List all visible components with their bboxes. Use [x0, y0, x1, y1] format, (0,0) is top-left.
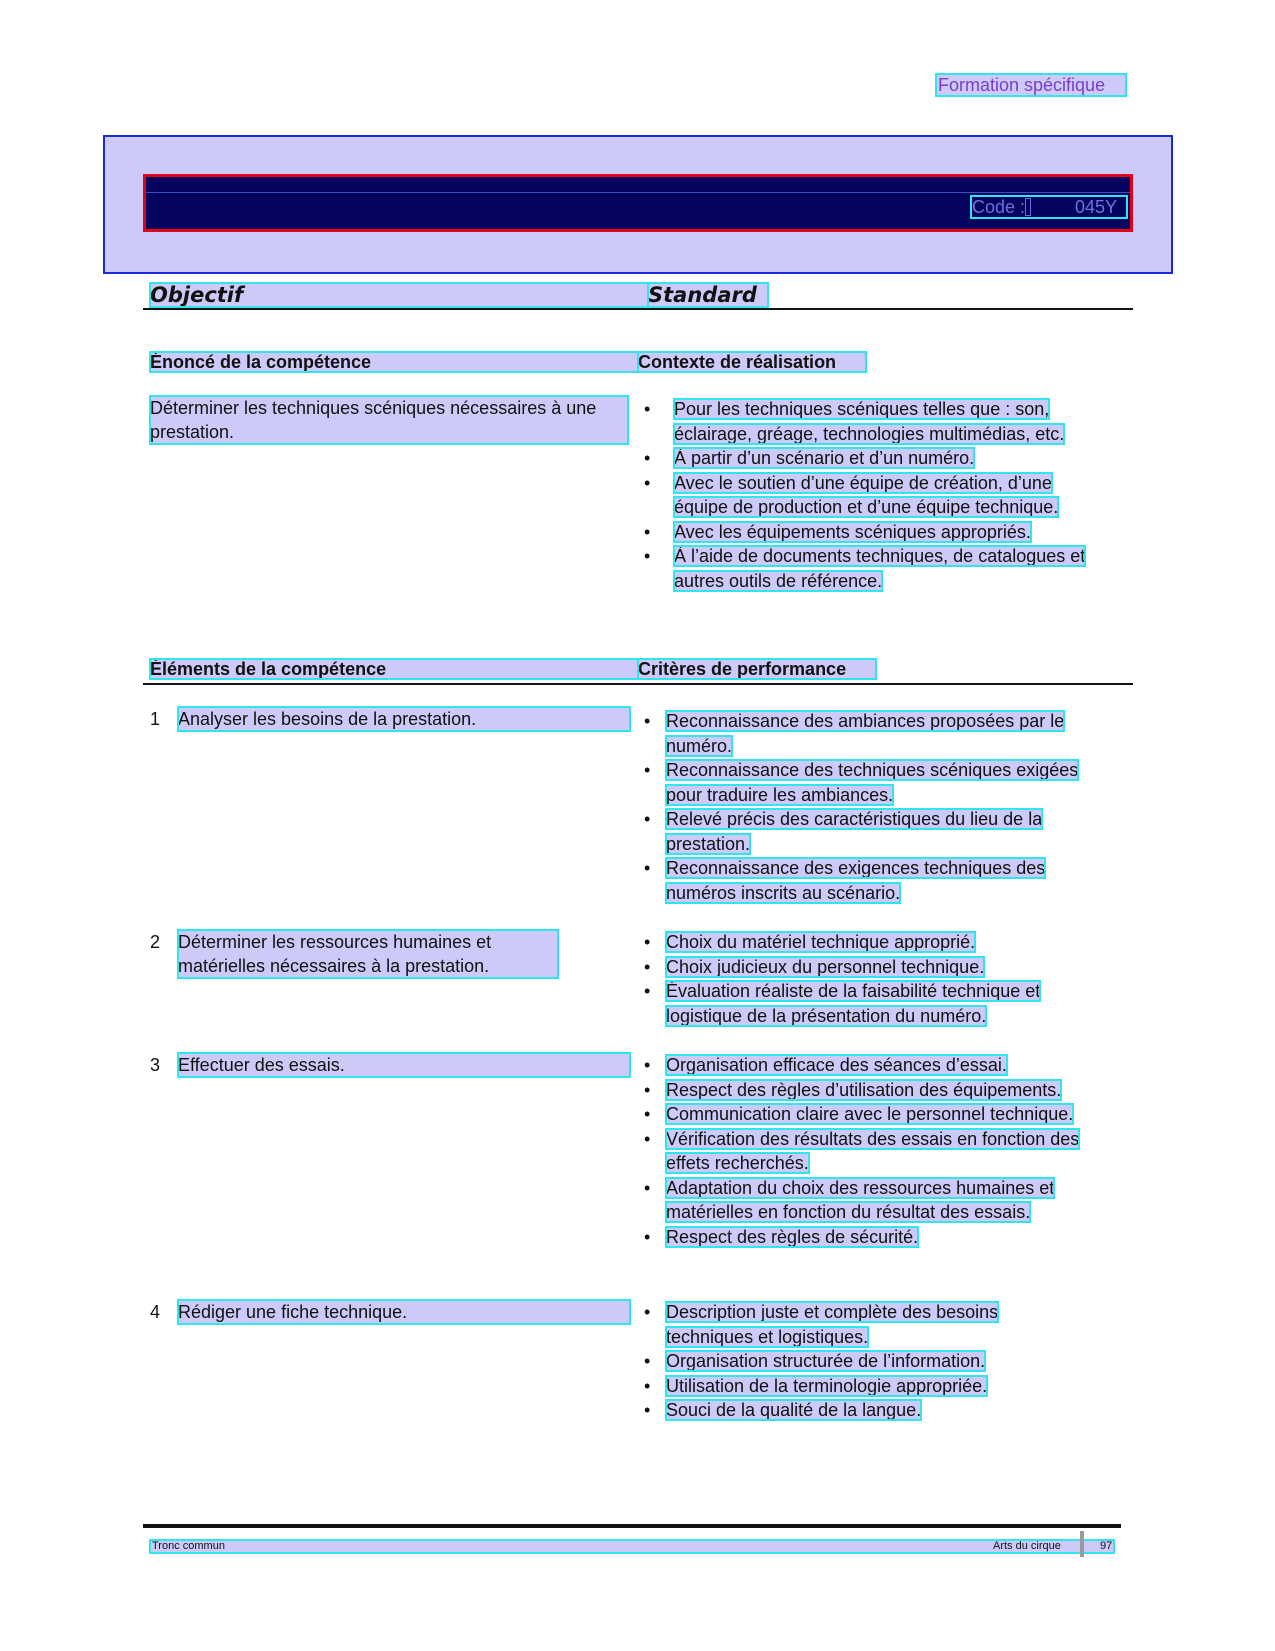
criterion-item: • Reconnaissance des exigences techniques des numéros inscrits au scénario.	[644, 856, 1104, 905]
context-list	[644, 397, 1104, 593]
criterion-item: • Adaptation du choix des ressources humaines et matérielles en fonction du résultat des essais.	[644, 1176, 1109, 1225]
heading-rule	[143, 308, 1133, 310]
context-item: • À partir d’un scénario et d’un numéro.	[644, 446, 1104, 471]
competence-statement: Déterminer les techniques scéniques nécessaires à une prestation.	[150, 396, 628, 444]
code-label: Code :	[972, 197, 1026, 217]
element-1	[150, 707, 630, 731]
element-text: Déterminer les ressources humaines et matérielles nécessaires à la prestation.	[178, 930, 558, 978]
context-item: • À l’aide de documents techniques, de catalogues et autres outils de référence.	[644, 544, 1104, 593]
element-number: 3	[150, 1055, 161, 1075]
element-text: Analyser les besoins de la prestation.	[178, 707, 630, 731]
criterion-item: • Souci de la qualité de la langue.	[644, 1398, 1064, 1423]
element-text: Rédiger une fiche technique.	[178, 1300, 630, 1324]
footer-rule	[143, 1524, 1121, 1528]
element-text: Effectuer des essais.	[178, 1053, 630, 1077]
criteria-list-4	[644, 1300, 1064, 1423]
title-bar-divider	[146, 192, 1130, 193]
criterion-item: • Choix judicieux du personnel technique.	[644, 955, 1104, 980]
header-section-label: Formation spécifique	[936, 74, 1126, 96]
footer-separator	[1080, 1531, 1084, 1557]
context-item: • Avec le soutien d’une équipe de création, d’une équipe de production et d’une équipe technique.	[644, 471, 1104, 520]
code-separator	[1025, 198, 1031, 216]
element-number: 4	[150, 1302, 161, 1322]
element-2	[150, 930, 558, 978]
criterion-item: • Organisation efficace des séances d’essai.	[644, 1053, 1109, 1078]
element-number: 1	[150, 709, 161, 729]
page-number: 97	[1100, 1540, 1113, 1552]
context-item: • Avec les équipements scéniques appropriés.	[644, 520, 1104, 545]
criterion-item: • Organisation structurée de l’information.	[644, 1349, 1064, 1374]
element-4	[150, 1300, 630, 1324]
elements-header: Éléments de la compétence	[150, 659, 638, 679]
criteria-list-2	[644, 930, 1104, 1028]
criterion-item: • Vérification des résultats des essais en fonction des effets recherchés.	[644, 1127, 1109, 1176]
element-3	[150, 1053, 630, 1077]
criterion-item: • Évaluation réaliste de la faisabilité technique et logistique de la présentation du numéro.	[644, 979, 1104, 1028]
elements-rule	[143, 683, 1133, 685]
code-value: 045Y	[1075, 197, 1118, 217]
criterion-item: • Description juste et complète des besoins techniques et logistiques.	[644, 1300, 1064, 1349]
standard-heading: Standard	[648, 283, 768, 307]
criteria-list-1	[644, 709, 1104, 905]
criterion-item: • Utilisation de la terminologie appropriée.	[644, 1374, 1064, 1399]
criterion-item: • Relevé précis des caractéristiques du lieu de la prestation.	[644, 807, 1104, 856]
statement-header: Énoncé de la compétence	[150, 352, 638, 372]
footer-left: Tronc commun	[152, 1540, 225, 1552]
criteria-list-3	[644, 1053, 1109, 1249]
criteria-header: Critères de performance	[638, 659, 876, 679]
footer-right: Arts du cirque	[993, 1540, 1061, 1552]
criterion-item: • Respect des règles de sécurité.	[644, 1225, 1109, 1250]
objectif-heading: Objectif	[150, 283, 648, 307]
criterion-item: • Choix du matériel technique approprié.	[644, 930, 1104, 955]
context-item: • Pour les techniques scéniques telles que : son, éclairage, gréage, technologies multimédias, etc.	[644, 397, 1104, 446]
criterion-item: • Communication claire avec le personnel technique.	[644, 1102, 1109, 1127]
criterion-item: • Reconnaissance des ambiances proposées par le numéro.	[644, 709, 1104, 758]
footer	[150, 1540, 1114, 1553]
criterion-item: • Respect des règles d’utilisation des équipements.	[644, 1078, 1109, 1103]
criterion-item: • Reconnaissance des techniques scéniques exigées pour traduire les ambiances.	[644, 758, 1104, 807]
context-header: Contexte de réalisation	[638, 352, 866, 372]
element-number: 2	[150, 932, 161, 952]
